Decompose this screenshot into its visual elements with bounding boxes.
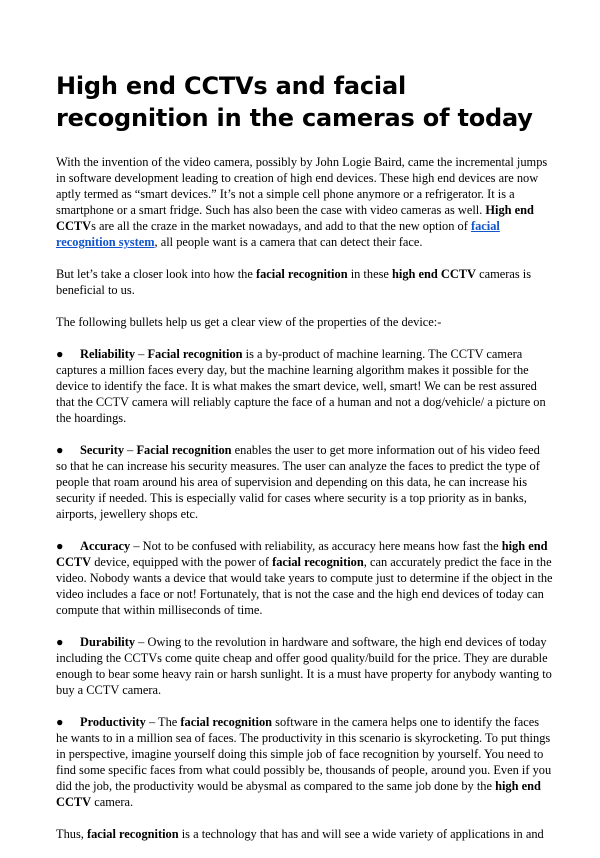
bullet-icon: ● — [56, 539, 64, 553]
productivity-heading: Productivity — [80, 715, 146, 729]
accuracy-text-3: , can accurately predict the face in the video. Nobody wants a device that would take years to compute just to determine if the object in the video includes a face or not! Fortunately, that is not the case and the high end devices of today can compute that within milliseconds of time. — [56, 555, 553, 617]
productivity-bold-2: high end CCTV — [56, 779, 541, 809]
security-text-1: – — [124, 443, 137, 457]
thus-text-1: Thus, — [56, 827, 87, 841]
closer-bold-1: facial recognition — [255, 267, 348, 281]
thus-paragraph — [56, 826, 553, 842]
facial-recognition-link[interactable]: facial recognition system — [56, 219, 500, 249]
article-body — [56, 154, 553, 858]
intro-text-3: , all people want is a camera that can detect their face. — [154, 235, 423, 249]
accuracy-text-1: – Not to be confused with reliability, as accuracy here means how fast the — [130, 539, 502, 553]
productivity-text-3: camera. — [91, 795, 134, 809]
bullet-icon: ● — [56, 715, 64, 729]
bullet-accuracy — [56, 538, 553, 618]
closer-text-1: But let’s take a closer look into how the — [56, 267, 256, 281]
reliability-heading: Reliability — [80, 347, 136, 361]
article-title: High end CCTVs and facial recognition in the cameras of today — [56, 72, 533, 132]
bullet-icon: ● — [56, 635, 64, 649]
reliability-bold-1: Facial recognition — [147, 347, 243, 361]
bullet-security — [56, 442, 553, 522]
reliability-text-2: is a by-product of machine learning. The CCTV camera captures a million faces every day, but the machine learning algorithm makes it possible for the device to identify the face. It is what makes the smart device, well, smart! We can be rest assured that the CCTV camera will reliably capture the face of a human and not a dog/vehicle/ a picture on the hoardings. — [56, 347, 546, 425]
security-bold-1: Facial recognition — [136, 443, 232, 457]
durability-heading: Durability — [80, 635, 136, 649]
accuracy-bold-1: high end CCTV — [56, 539, 548, 569]
closer-text-3: cameras is beneficial to us. — [56, 267, 532, 297]
productivity-text-2: software in the camera helps one to identify the faces he wants to in a million sea of faces. The productivity in this scenario is skyrocketing. To put things in perspective, imagine yourself doing this simple job of face recognition by yourself. You need to find some specific faces from what could possibly be, thousands of people, around you. Even if you did the job, the productivity would be abysmal as compared to the same job done by the — [56, 715, 552, 793]
productivity-bold-1: facial recognition — [180, 715, 273, 729]
bullet-icon: ● — [56, 347, 64, 361]
accuracy-heading: Accuracy — [80, 539, 131, 553]
bullets-intro-paragraph: The following bullets help us get a clear view of the properties of the device:- — [56, 315, 442, 329]
intro-text-2: s are all the craze in the market nowadays, and add to that the new option of — [91, 219, 471, 233]
bullet-icon: ● — [56, 443, 64, 457]
closer-bold-2: high end CCTV — [391, 267, 476, 281]
accuracy-bold-2: facial recognition — [272, 555, 364, 569]
productivity-text-1: – The — [145, 715, 181, 729]
intro-text-1: With the invention of the video camera, possibly by John Logie Baird, came the incremental jumps in software development leading to creation of high end devices. These high end devices are now aptly termed as “smart devices.” It’s not a simple cell phone anymore or a refrigerator. It is a smartphone or a smart fridge. Such has also been the case with video cameras as well. — [56, 155, 548, 217]
closer-paragraph — [56, 266, 553, 298]
closer-text-2: in these — [347, 267, 392, 281]
bullet-productivity — [56, 714, 553, 810]
accuracy-text-2: device, equipped with the power of — [91, 555, 273, 569]
security-text-2: enables the user to get more information out of his video feed so that he can increase his security measures. The user can analyze the faces to predict the type of people that roam around his area of supervision and depending on this data, he can increase his security if needed. This is especially valid for cases where security is a top priority as in banks, airports, jewellery shops etc. — [56, 443, 540, 521]
thus-bold-1: facial recognition — [86, 827, 179, 841]
intro-bold-1: High end CCTV — [56, 203, 534, 233]
durability-text-1: – Owing to the revolution in hardware and software, the high end devices of today including the CCTVs come quite cheap and offer good quality/build for the price. They are durable enough to bear some heavy rain or harsh sunlight. It is a must have property for anybody wanting to buy a CCTV camera. — [56, 635, 552, 697]
security-heading: Security — [80, 443, 125, 457]
intro-paragraph — [56, 154, 553, 250]
thus-text-2: is a technology that has and will see a wide variety of applications in and — [178, 827, 544, 841]
reliability-text-1: – — [135, 347, 148, 361]
bullet-reliability — [56, 346, 553, 426]
bullet-durability — [56, 634, 553, 698]
